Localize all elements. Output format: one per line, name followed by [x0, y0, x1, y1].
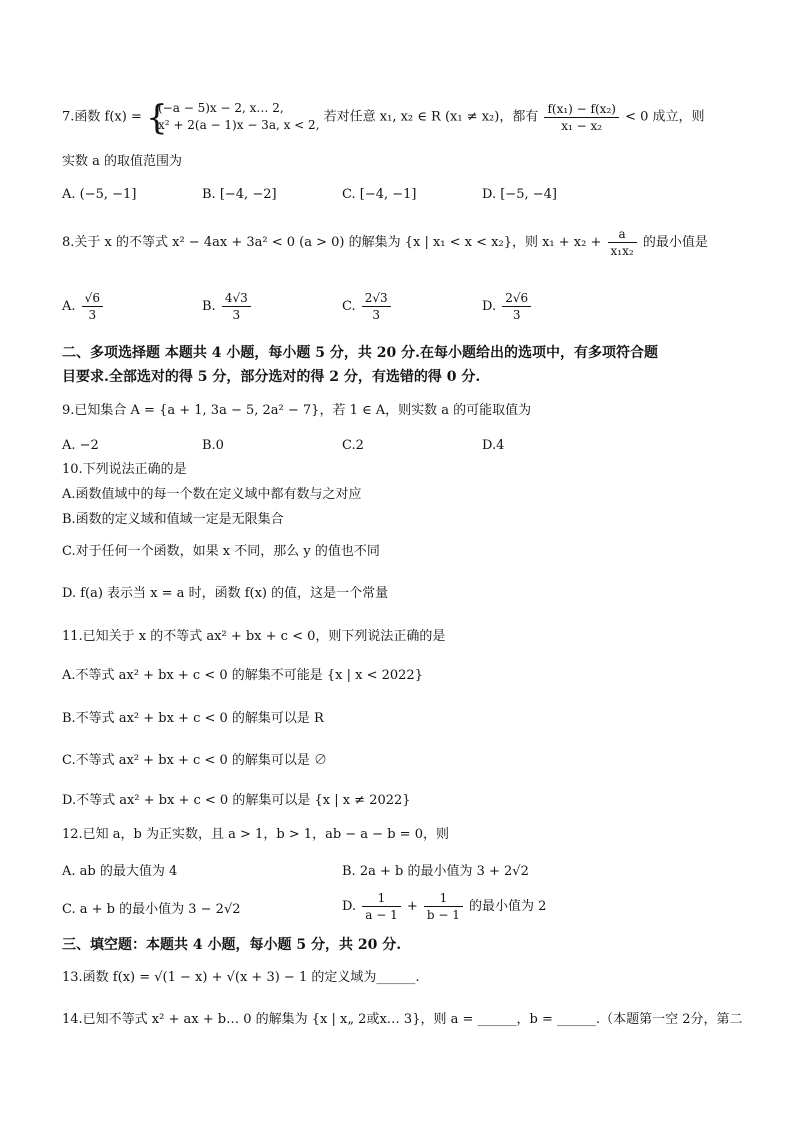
q10-option-b: B.函数的定义域和值域一定是无限集合 — [62, 512, 284, 527]
q11-option-c: C.不等式 ax² + bx + c < 0 的解集可以是 ∅ — [62, 753, 327, 768]
q8-option-d: D. $\frac{2√6}{3}$ — [482, 290, 533, 323]
q7-frac-num: f(x₁) − f(x₂) — [544, 101, 618, 118]
q8-option-a: A. $\frac{√6}{3}$ — [62, 290, 105, 323]
section-3-heading: 三、填空题：本题共 4 小题，每小题 5 分，共 20 分. — [62, 937, 402, 953]
question-12: 12.已知 a，b 为正实数，且 a > 1，b > 1，ab − a − b = 0，则 — [62, 827, 449, 842]
q11-option-b: B.不等式 ax² + bx + c < 0 的解集可以是 R — [62, 711, 324, 726]
question-10: 10.下列说法正确的是 — [62, 462, 187, 477]
section-2-heading-line-2: 目要求.全部选对的得 5 分，部分选对的得 2 分，有选错的得 0 分. — [62, 369, 481, 385]
q8-option-b: B. $\frac{4√3}{3}$ — [202, 290, 253, 323]
q8-prefix: 8.关于 x 的不等式 x² − 4ax + 3a² < 0 (a > 0) 的解集为 {x | x₁ < x < x₂}，则 x₁ + x₂ + — [62, 235, 602, 250]
q7-frac-den: x₁ − x₂ — [561, 118, 603, 133]
question-7 — [62, 98, 754, 138]
q12-option-b: B. 2a + b 的最小值为 3 + 2√2 — [342, 864, 529, 879]
q8-frac-num: a — [608, 226, 637, 243]
q12-option-d: D. $\frac{1}{a - 1}$ + $\frac{1}{b - 1}$ 的最小值为 2 — [342, 891, 547, 922]
q8-frac-den: x₁x₂ — [610, 244, 634, 258]
q10-option-c: C.对于任何一个函数，如果 x 不同，那么 y 的值也不同 — [62, 544, 380, 559]
q7-line2: 实数 a 的取值范围为 — [62, 154, 183, 169]
q8-suffix: 的最小值是 — [642, 235, 708, 250]
q9-option-d: D.4 — [482, 438, 505, 453]
q9-option-c: C.2 — [342, 438, 364, 453]
question-9: 9.已知集合 A = {a + 1, 3a − 5, 2a² − 7}，若 1 ∈ A，则实数 a 的可能取值为 — [62, 403, 532, 418]
q8-fraction — [608, 226, 637, 259]
q7-piece-2: x² + 2(a − 1)x − 3a, x < 2, — [158, 118, 320, 132]
q11-option-d: D.不等式 ax² + bx + c < 0 的解集可以是 {x | x ≠ 2022} — [62, 793, 411, 808]
q7-option-c: C. [−4, −1] — [342, 187, 417, 202]
q7-mid: 若对任意 x₁, x₂ ∈ R (x₁ ≠ x₂)，都有 — [323, 109, 539, 125]
section-2-heading-line-1: 二、多项选择题 本题共 4 小题，每小题 5 分，共 20 分.在每小题给出的选项中，有多项符合题 — [62, 345, 658, 361]
q7-suffix: < 0 成立，则 — [625, 109, 705, 125]
q12-option-c: C. a + b 的最小值为 3 − 2√2 — [62, 902, 241, 917]
q7-fraction — [544, 101, 618, 134]
q8-option-c: C. $\frac{2√3}{3}$ — [342, 290, 393, 323]
question-11: 11.已知关于 x 的不等式 ax² + bx + c < 0，则下列说法正确的是 — [62, 629, 446, 644]
q11-option-a: A.不等式 ax² + bx + c < 0 的解集不可能是 {x | x < 2022} — [62, 668, 423, 683]
q9-option-a: A. −2 — [62, 438, 99, 453]
q10-option-a: A.函数值域中的每一个数在定义域中都有数与之对应 — [62, 487, 362, 502]
q7-prefix: 7.函数 f(x) = — [62, 109, 142, 125]
q7-option-a: A. (−5, −1] — [62, 187, 137, 202]
question-14: 14.已知不等式 x² + ax + b… 0 的解集为 {x | x„ 2或x… 3}，则 a = ______，b = ______.（本题第一空 2分，第二 — [62, 1012, 743, 1027]
q9-option-b: B.0 — [202, 438, 224, 453]
question-13: 13.函数 f(x) = √(1 − x) + √(x + 3) − 1 的定义域为______. — [62, 970, 420, 985]
q7-piece-1: (−a − 5)x − 2, x… 2, — [158, 101, 284, 115]
q7-option-b: B. [−4, −2] — [202, 187, 277, 202]
question-8 — [62, 226, 754, 259]
q7-piecewise: { (−a − 5)x − 2, x… 2, x² + 2(a − 1)x − 3a, x < 2, — [146, 98, 320, 138]
q12-option-a: A. ab 的最大值为 4 — [62, 864, 178, 879]
q10-option-d: D. f(a) 表示当 x = a 时，函数 f(x) 的值，这是一个常量 — [62, 586, 389, 601]
q7-option-d: D. [−5, −4] — [482, 187, 557, 202]
